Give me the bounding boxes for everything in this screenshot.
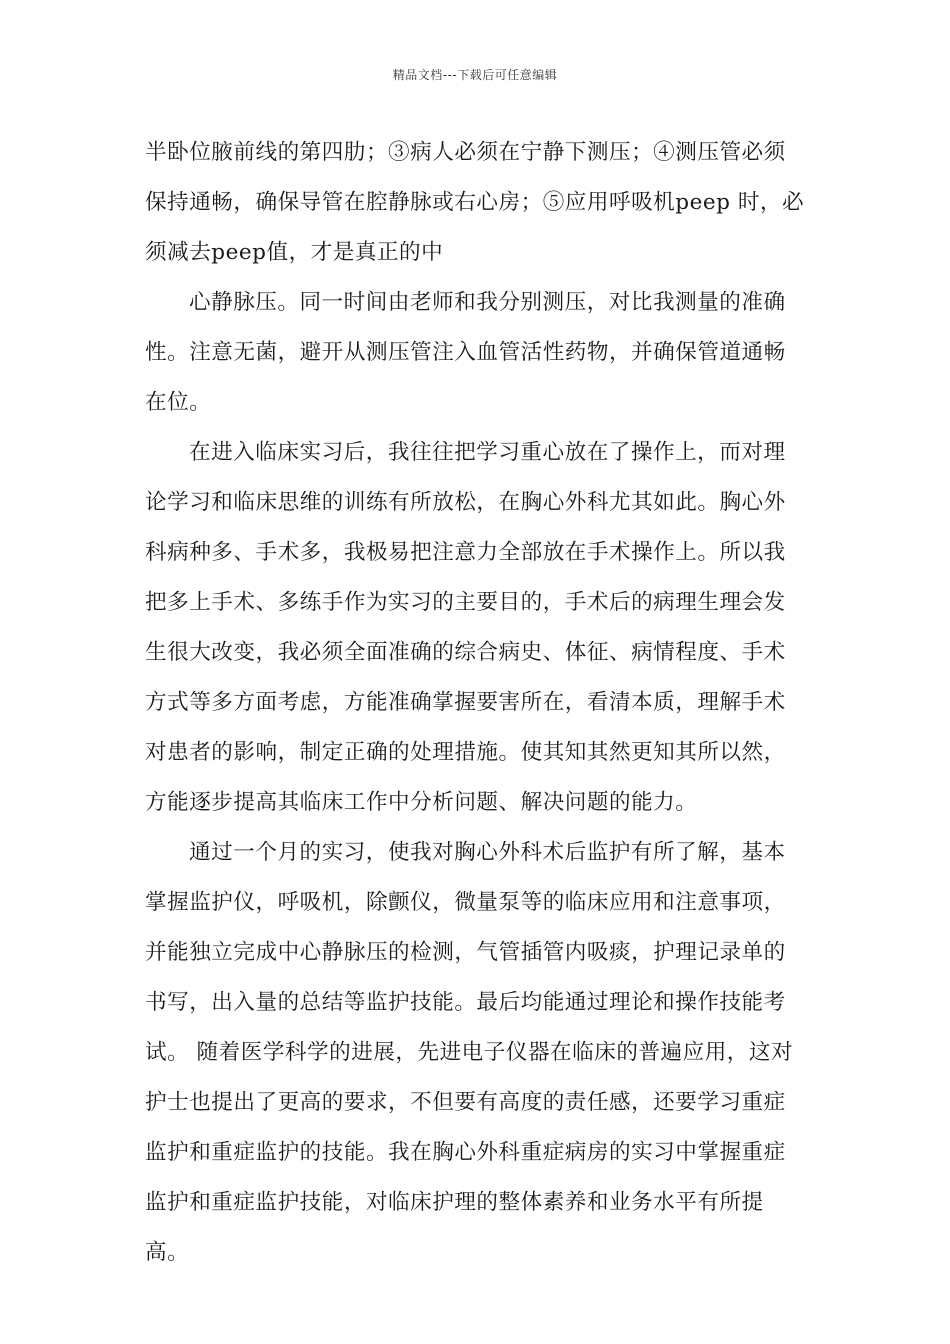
paragraph-4: 通过一个月的实习，使我对胸心外科术后监护有所了解，基本掌握监护仪，呼吸机，除颤仪，微量泵等的临床应用和注意事项，并能独立完成中心静脉压的检测，气管插管内吸痰，护理记录单的书写，出入量的总结等监护技能。最后均能通过理论和操作技能考试。 随着医学科学的进展，先进电子仪器在临床的普遍应用，这对护士也提出了更高的要求，不但要有高度的责任感，还要学习重症监护和重症监护的技能。我在胸心外科重症病房的实习中掌握重症监护和重症监护技能，对临床护理的整体素养和业务水平有所提高。	[145, 840, 794, 1265]
document-body	[145, 128, 805, 1278]
paragraph-2: 心静脉压。同一时间由老师和我分别测压，对比我测量的准确性。注意无菌，避开从测压管注入血管活性药物，并确保管道通畅在位。	[145, 290, 786, 415]
page-header: 精品文档---下载后可任意编辑	[392, 68, 558, 82]
paragraph-3: 在进入临床实习后，我往往把学习重心放在了操作上，而对理论学习和临床思维的训练有所放松，在胸心外科尤其如此。胸心外科病种多、手术多，我极易把注意力全部放在手术操作上。所以我把多上手术、多练手作为实习的主要目的，手术后的病理生理会发生很大改变，我必须全面准确的综合病史、体征、病情程度、手术方式等多方面考虑，方能准确掌握要害所在，看清本质，理解手术对患者的影响，制定正确的处理措施。使其知其然更知其所以然，方能逐步提高其临床工作中分析问题、解决问题的能力。	[145, 440, 786, 815]
paragraph-1: 半卧位腋前线的第四肋；③病人必须在宁静下测压；④测压管必须保持通畅，确保导管在腔静脉或右心房；⑤应用呼吸机peep 时，必须减去peep值，才是真正的中	[145, 140, 805, 265]
